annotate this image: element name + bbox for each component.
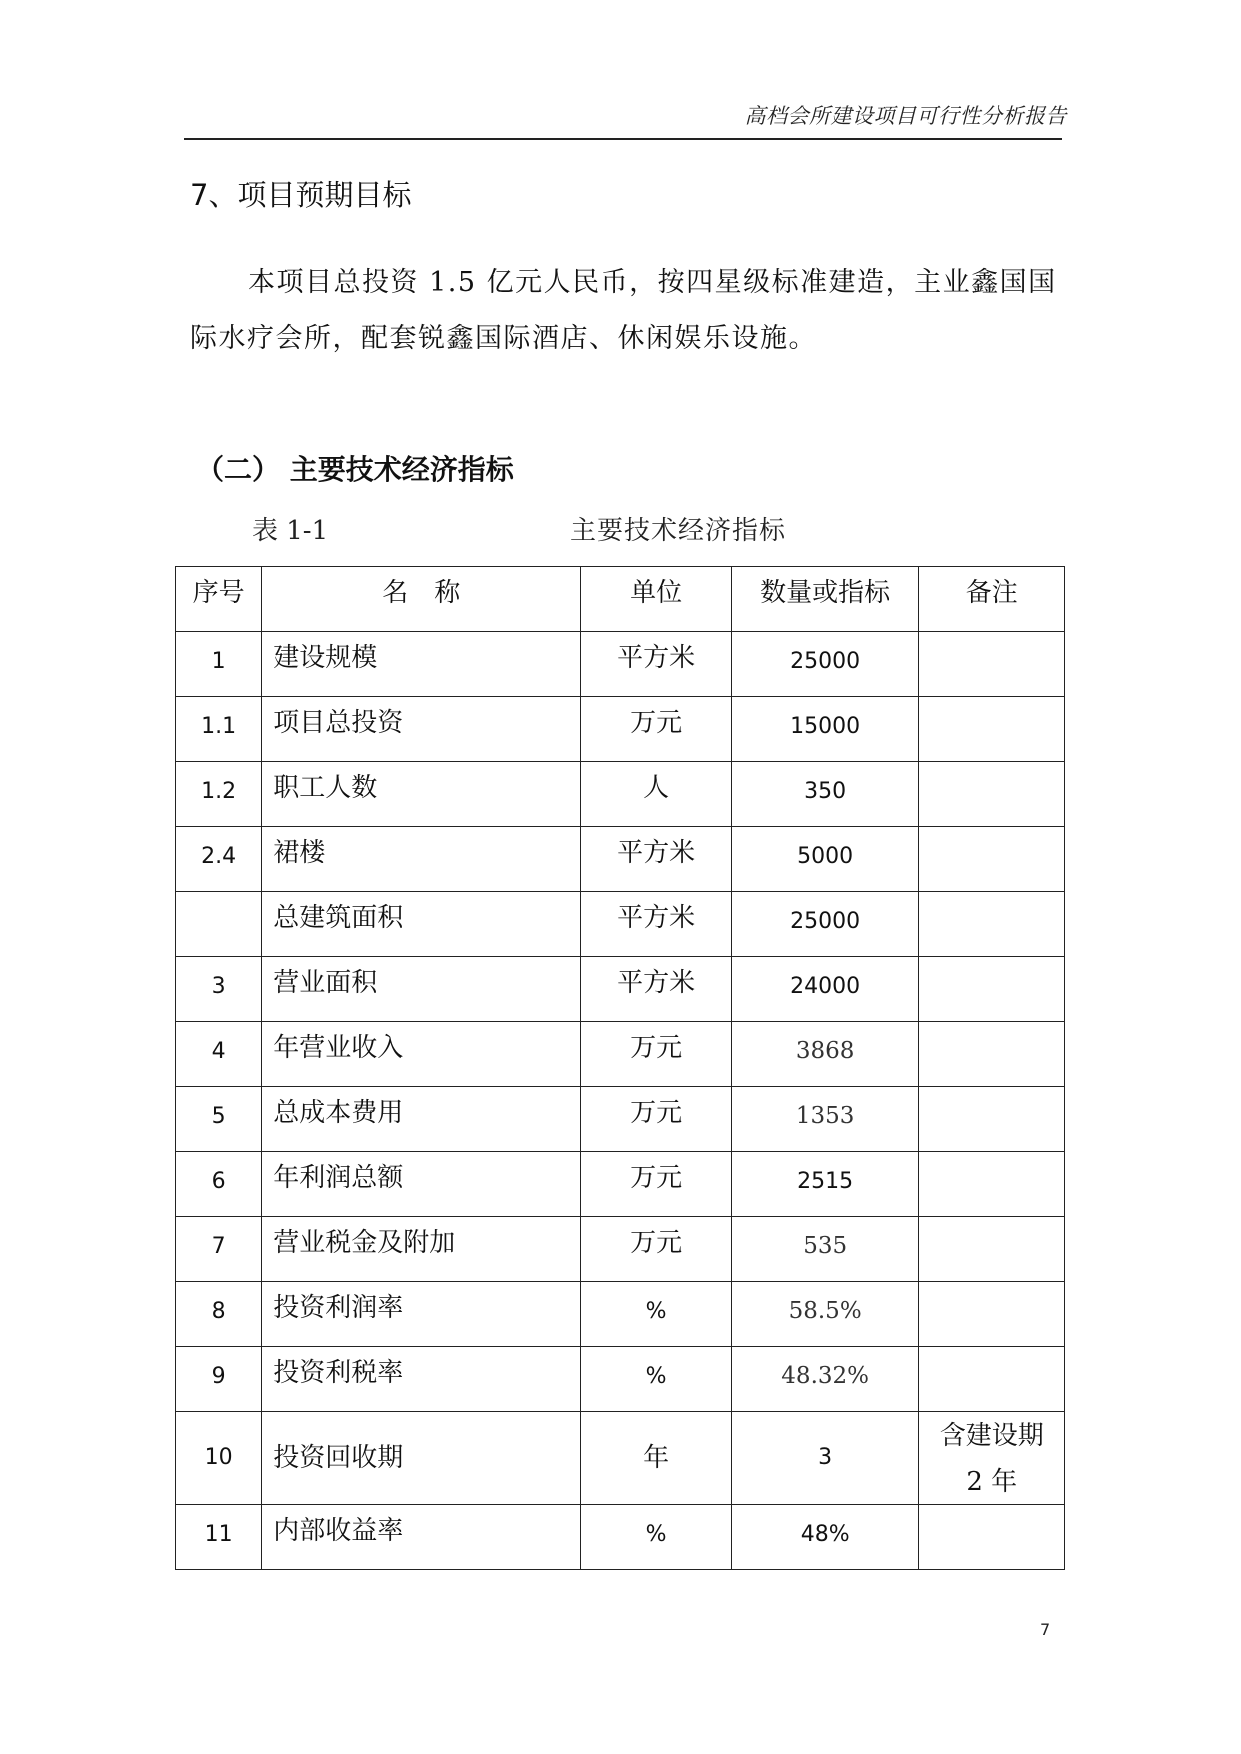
row-unit: 万元 — [581, 1087, 732, 1152]
table-row — [176, 892, 1065, 957]
table-row — [176, 1282, 1065, 1347]
section-heading: 7、项目预期目标 — [190, 178, 412, 212]
row-value: 350 — [731, 762, 919, 827]
table-row — [176, 1412, 1065, 1505]
row-value: 535 — [731, 1217, 919, 1282]
row-no: 11 — [176, 1505, 262, 1570]
table-row — [176, 1087, 1065, 1152]
row-note — [919, 1022, 1065, 1087]
row-note — [919, 762, 1065, 827]
row-value: 48.32% — [731, 1347, 919, 1412]
row-no: 2.4 — [176, 827, 262, 892]
row-value: 1353 — [731, 1087, 919, 1152]
chapter-heading: （二） 主要技术经济指标 — [196, 453, 514, 486]
row-name: 总建筑面积 — [262, 892, 581, 957]
table-row — [176, 827, 1065, 892]
table-row — [176, 697, 1065, 762]
row-unit: 万元 — [581, 1022, 732, 1087]
row-note — [919, 697, 1065, 762]
row-no: 7 — [176, 1217, 262, 1282]
row-name: 项目总投资 — [262, 697, 581, 762]
page-header-title: 高档会所建设项目可行性分析报告 — [744, 104, 1067, 128]
table-row — [176, 1505, 1065, 1570]
row-note — [919, 1087, 1065, 1152]
row-name: 年利润总额 — [262, 1152, 581, 1217]
table-row — [176, 762, 1065, 827]
row-note-line-1: 含建设期 — [939, 1421, 1044, 1451]
table-row — [176, 957, 1065, 1022]
table-header-row — [176, 567, 1065, 632]
row-value: 25000 — [731, 892, 919, 957]
header-cell-no: 序号 — [176, 567, 262, 632]
row-note — [919, 957, 1065, 1022]
row-value: 25000 — [731, 632, 919, 697]
row-unit: % — [581, 1282, 732, 1347]
header-cell-value: 数量或指标 — [731, 567, 919, 632]
row-note — [919, 1217, 1065, 1282]
row-no: 1.2 — [176, 762, 262, 827]
table-row — [176, 1022, 1065, 1087]
row-no: 4 — [176, 1022, 262, 1087]
row-no — [176, 892, 262, 957]
row-name: 投资利润率 — [262, 1282, 581, 1347]
row-value: 3868 — [731, 1022, 919, 1087]
row-value: 24000 — [731, 957, 919, 1022]
row-unit: 年 — [581, 1412, 732, 1505]
row-note — [919, 1347, 1065, 1412]
row-no: 1.1 — [176, 697, 262, 762]
row-no: 1 — [176, 632, 262, 697]
header-cell-name: 名 称 — [262, 567, 581, 632]
header-cell-unit: 单位 — [581, 567, 732, 632]
row-value: 48% — [731, 1505, 919, 1570]
row-no: 8 — [176, 1282, 262, 1347]
header-rule — [184, 138, 1062, 140]
row-value: 15000 — [731, 697, 919, 762]
row-unit: 万元 — [581, 1217, 732, 1282]
table-row — [176, 1347, 1065, 1412]
row-no: 5 — [176, 1087, 262, 1152]
row-no: 6 — [176, 1152, 262, 1217]
row-unit: 平方米 — [581, 892, 732, 957]
row-no: 3 — [176, 957, 262, 1022]
row-name: 裙楼 — [262, 827, 581, 892]
row-value: 5000 — [731, 827, 919, 892]
row-name: 总成本费用 — [262, 1087, 581, 1152]
row-no: 10 — [176, 1412, 262, 1505]
row-note — [919, 892, 1065, 957]
row-name: 年营业收入 — [262, 1022, 581, 1087]
row-unit: 平方米 — [581, 632, 732, 697]
row-note — [919, 1282, 1065, 1347]
row-name: 内部收益率 — [262, 1505, 581, 1570]
table-caption: 主要技术经济指标 — [570, 516, 787, 546]
row-unit: 万元 — [581, 697, 732, 762]
row-value: 58.5% — [731, 1282, 919, 1347]
row-note — [919, 1505, 1065, 1570]
indicators-table — [175, 566, 1065, 1570]
row-unit: 万元 — [581, 1152, 732, 1217]
row-note — [919, 1152, 1065, 1217]
row-value: 3 — [731, 1412, 919, 1505]
header-cell-note: 备注 — [919, 567, 1065, 632]
row-note-line-2: 2 年 — [966, 1467, 1018, 1497]
row-unit: 人 — [581, 762, 732, 827]
section-paragraph: 本项目总投资 1.5 亿元人民币，按四星级标准建造，主业鑫国国际水疗会所，配套锐鑫国际酒店、休闲娱乐设施。 — [190, 267, 1057, 354]
row-unit: 平方米 — [581, 827, 732, 892]
row-name: 职工人数 — [262, 762, 581, 827]
row-name: 投资回收期 — [262, 1412, 581, 1505]
row-note — [919, 1412, 1065, 1505]
table-row — [176, 1217, 1065, 1282]
table-row — [176, 632, 1065, 697]
page-number: 7 — [1040, 1620, 1051, 1639]
row-note — [919, 827, 1065, 892]
row-unit: 平方米 — [581, 957, 732, 1022]
row-no: 9 — [176, 1347, 262, 1412]
row-value: 2515 — [731, 1152, 919, 1217]
row-name: 营业税金及附加 — [262, 1217, 581, 1282]
table-label: 表 1-1 — [252, 516, 329, 546]
row-name: 建设规模 — [262, 632, 581, 697]
row-unit: % — [581, 1505, 732, 1570]
row-note — [919, 632, 1065, 697]
row-unit: % — [581, 1347, 732, 1412]
row-name: 营业面积 — [262, 957, 581, 1022]
row-name: 投资利税率 — [262, 1347, 581, 1412]
table-row — [176, 1152, 1065, 1217]
